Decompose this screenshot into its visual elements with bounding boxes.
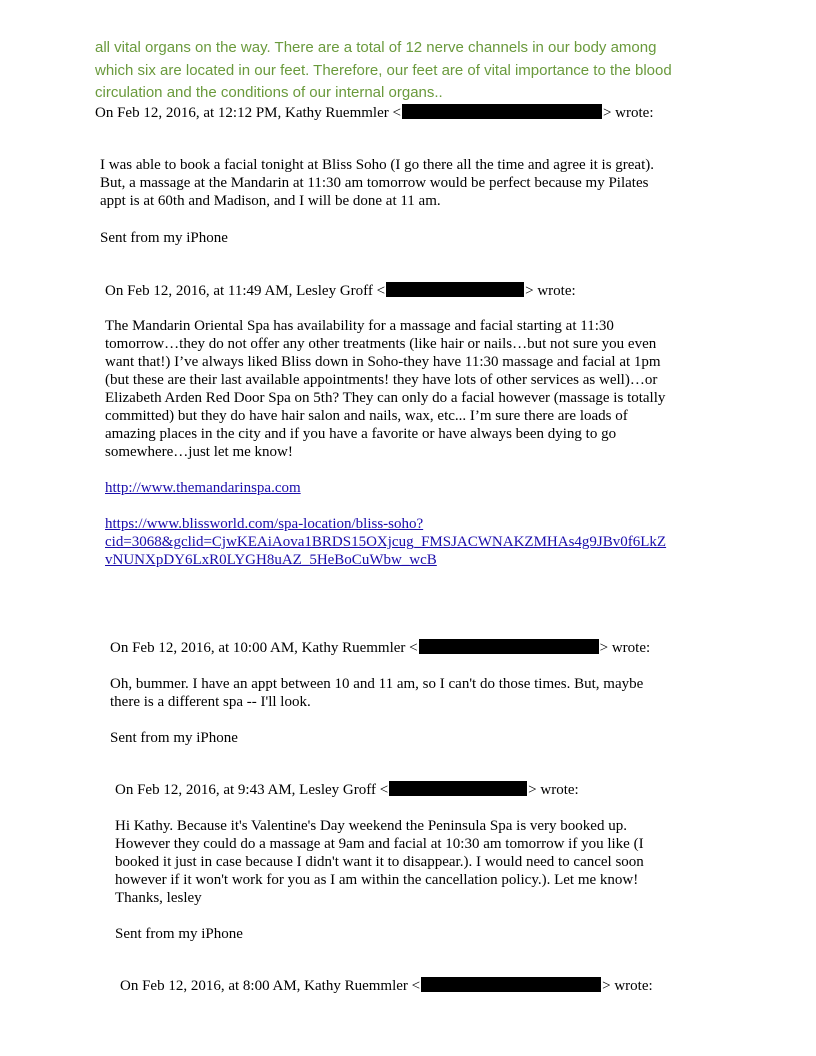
message-line: I was able to book a facial tonight at Bliss Soho (I go there all the time and agree it is great). (100, 157, 655, 173)
message-line: booked it just in case because I didn't want it to disappear.). I would need to cancel soon (115, 854, 644, 870)
header-suffix: > wrote: (602, 978, 653, 994)
message-line: Thanks, lesley (115, 890, 202, 906)
message-line: there is a different spa -- I'll look. (110, 694, 311, 710)
link-line: cid=3068&gclid=CjwKEAiAova1BRDS15OXjcug_FMSJACWNAKZMHAs4g9JBv0f6LkZ (105, 534, 667, 550)
message-line: The Mandarin Oriental Spa has availability for a massage and facial starting at 11:30 (105, 318, 614, 334)
message-line: But, a massage at the Mandarin at 11:30 am tomorrow would be perfect because my Pilates (100, 175, 649, 191)
email-header-1 (95, 104, 653, 122)
bliss-soho-link-wrap (105, 515, 666, 569)
message-line: somewhere…just let me know! (105, 444, 293, 460)
message-2-body (105, 317, 665, 461)
message-line: Elizabeth Arden Red Door Spa on 5th? They can only do a facial however (massage is totally (105, 390, 666, 406)
message-line: (but these are their last available appointments! they have lots of other services as well)…or (105, 372, 658, 388)
email-header-4 (115, 781, 579, 799)
message-3-signature: Sent from my iPhone (110, 730, 238, 746)
message-line: however if it won't work for you as I am within the cancellation policy.). Let me know! (115, 872, 639, 888)
header-prefix: On Feb 12, 2016, at 11:49 AM, Lesley Groff < (105, 283, 386, 299)
bliss-soho-link[interactable] (105, 515, 666, 569)
link-line: https://www.blissworld.com/spa-location/bliss-soho? (105, 516, 424, 532)
header-prefix: On Feb 12, 2016, at 12:12 PM, Kathy Ruemmler < (95, 105, 401, 121)
mandarin-spa-link-wrap (105, 479, 301, 497)
header-prefix: On Feb 12, 2016, at 9:43 AM, Lesley Groff < (115, 782, 389, 798)
message-line: Hi Kathy. Because it's Valentine's Day weekend the Peninsula Spa is very booked up. (115, 818, 627, 834)
redacted-email (389, 781, 527, 796)
message-1-body (100, 156, 654, 210)
message-4-signature: Sent from my iPhone (115, 926, 243, 942)
message-1-signature: Sent from my iPhone (100, 230, 228, 246)
message-line: appt is at 60th and Madison, and I will be done at 11 am. (100, 193, 441, 209)
email-header-3 (110, 639, 650, 657)
header-suffix: > wrote: (602, 105, 654, 121)
message-line: tomorrow…they do not offer any other treatments (like hair or nails…but not sure you even (105, 336, 657, 352)
green-text-line: which six are located in our feet. Therefore, our feet are of vital importance to the blood (95, 61, 672, 79)
message-3-body (110, 675, 643, 711)
email-header-5 (120, 977, 653, 995)
message-line: However they could do a massage at 9am and facial at 10:30 am tomorrow if you like (I (115, 836, 644, 852)
message-4-body (115, 817, 644, 907)
header-suffix: > wrote: (525, 283, 576, 299)
header-suffix: > wrote: (599, 640, 651, 656)
quoted-green-text (95, 37, 735, 105)
link-line: vNUNXpDY6LxR0LYGH8uAZ_5HeBoCuWbw_wcB (105, 552, 437, 568)
redacted-email (421, 977, 601, 992)
green-text-line: all vital organs on the way. There are a total of 12 nerve channels in our body among (95, 39, 657, 56)
redacted-email (386, 282, 524, 297)
message-line: Oh, bummer. I have an appt between 10 and 11 am, so I can't do those times. But, maybe (110, 676, 644, 692)
message-line: want that!) I’ve always liked Bliss down in Soho-they have 11:30 massage and facial at 1pm (105, 354, 661, 370)
header-prefix: On Feb 12, 2016, at 8:00 AM, Kathy Ruemmler < (120, 978, 421, 994)
header-suffix: > wrote: (528, 782, 579, 798)
mandarin-spa-link[interactable]: http://www.themandarinspa.com (105, 480, 301, 496)
email-header-2 (105, 282, 576, 300)
message-line: committed) but they do have hair salon and nails, wax, etc... I’m sure there are loads of (105, 408, 628, 424)
redacted-email (402, 104, 602, 119)
redacted-email (419, 639, 599, 654)
header-prefix: On Feb 12, 2016, at 10:00 AM, Kathy Ruemmler < (110, 640, 418, 656)
message-line: amazing places in the city and if you have a favorite or have always been dying to go (105, 426, 617, 442)
green-text-line: circulation and the conditions of our internal organs.. (95, 84, 443, 101)
